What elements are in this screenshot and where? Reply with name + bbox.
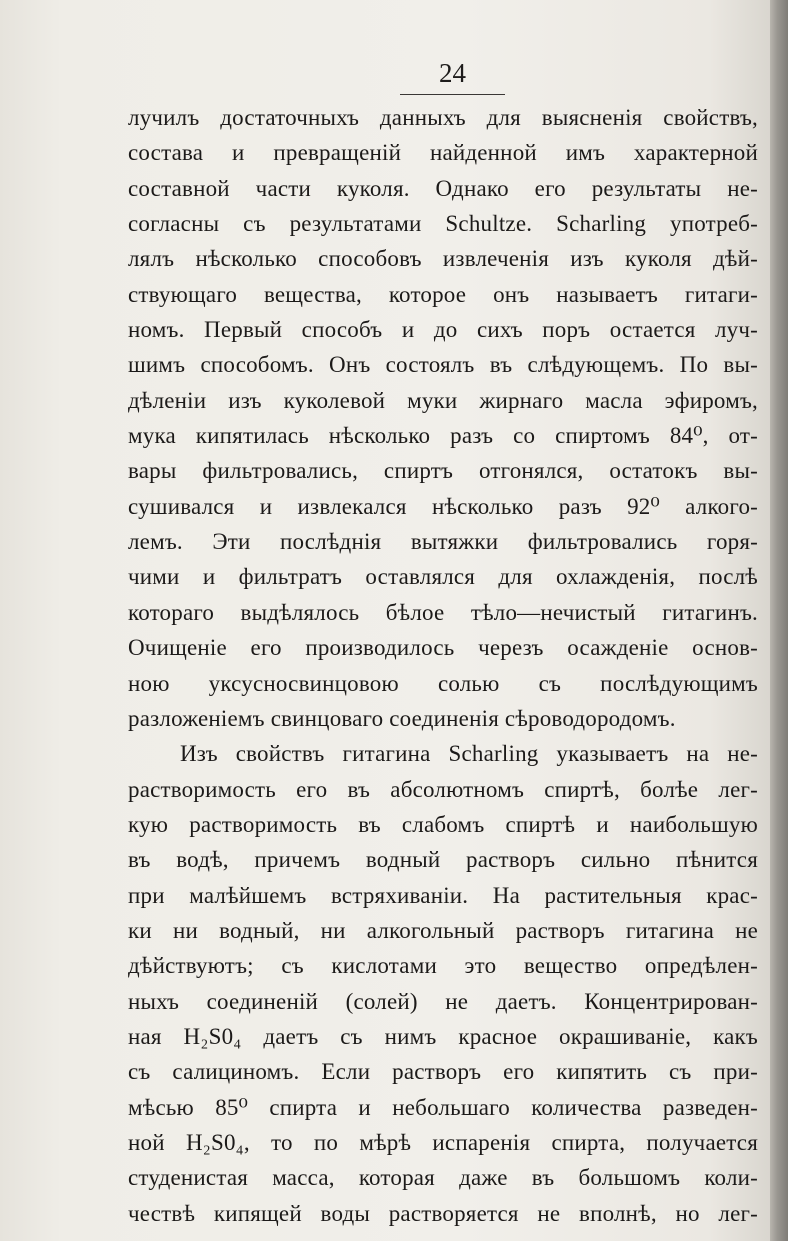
text-line: кую растворимость въ слабомъ спиртѣ и наибольшую [128,811,758,837]
text-line: состава и превращеній найденной имъ характерной [128,140,758,166]
text-line: согласны съ результатами Schultze. Scharling употреб- [128,211,758,237]
page-number: 24 [439,58,466,88]
text-line: шимъ способомъ. Онъ состоялъ въ слѣдующемъ. По вы- [128,352,758,378]
text-line: растворимость его въ абсолютномъ спиртѣ, болѣе лег- [128,776,758,802]
text-line: при малѣйшемъ встряхиваніи. На растительныя крас- [128,882,758,908]
text-line: ки ни водный, ни алкогольный растворъ гитагина не [128,917,758,943]
text-line: лучилъ достаточныхъ данныхъ для выясненія свойствъ, [128,105,758,130]
text-line: Изъ свойствъ гитагина Scharling указываетъ на не- [180,741,758,767]
text-line: въ водѣ, причемъ водный растворъ сильно пѣнится [128,847,758,873]
text-line: котораго выдѣлялось бѣлое тѣло—нечистый гитагинъ. [128,599,758,625]
text-line: номъ. Первый способъ и до сихъ поръ остается луч- [128,317,758,343]
body-text [128,100,758,1231]
text-line: дѣйствуютъ; съ кислотами это вещество опредѣлен- [128,953,758,979]
text-line: Очищеніе его производилось черезъ осажденіе основ- [128,635,758,661]
text-line: чими и фильтратъ оставлялся для охлажденія, послѣ [128,564,758,590]
text-line: ная H₂S0₄ даетъ съ нимъ красное окрашиваніе, какъ [128,1023,758,1049]
header-rule [400,94,505,95]
text-line: лялъ нѣсколько способовъ извлеченія изъ куколя дѣй- [128,246,758,272]
text-line: ной H₂S0₄, то по мѣрѣ испаренія спирта, получается [128,1129,758,1155]
text-line: мука кипятилась нѣсколько разъ со спиртомъ 84⁰, от- [128,423,758,449]
text-line: ствующаго вещества, которое онъ называетъ гитаги- [128,281,758,307]
text-line: студенистая масса, которая даже въ большомъ коли- [128,1165,758,1191]
text-line: сушивался и извлекался нѣсколько разъ 92⁰ алкого- [128,493,758,519]
page-edge-shadow [770,0,788,1241]
text-line: чествѣ кипящей воды растворяется не вполнѣ, но лег- [128,1200,758,1226]
text-line: ною уксусносвинцовою солью съ послѣдующимъ [128,670,758,696]
text-line: мѣсью 85⁰ спирта и небольшаго количества разведен- [128,1094,758,1120]
text-line: разложеніемъ свинцоваго соединенія сѣроводородомъ. [128,705,676,731]
text-line: лемъ. Эти послѣднія вытяжки фильтровались горя- [128,529,758,555]
text-line: съ салициномъ. Если растворъ его кипятить съ при- [128,1059,758,1085]
text-line: вары фильтровались, спиртъ отгонялся, остатокъ вы- [128,458,758,484]
text-line: дѣленіи изъ куколевой муки жирнаго масла эфиромъ, [128,387,758,413]
text-line: ныхъ соединеній (солей) не даетъ. Концентрирован- [128,988,758,1014]
text-line: составной части куколя. Однако его результаты не- [128,175,758,201]
